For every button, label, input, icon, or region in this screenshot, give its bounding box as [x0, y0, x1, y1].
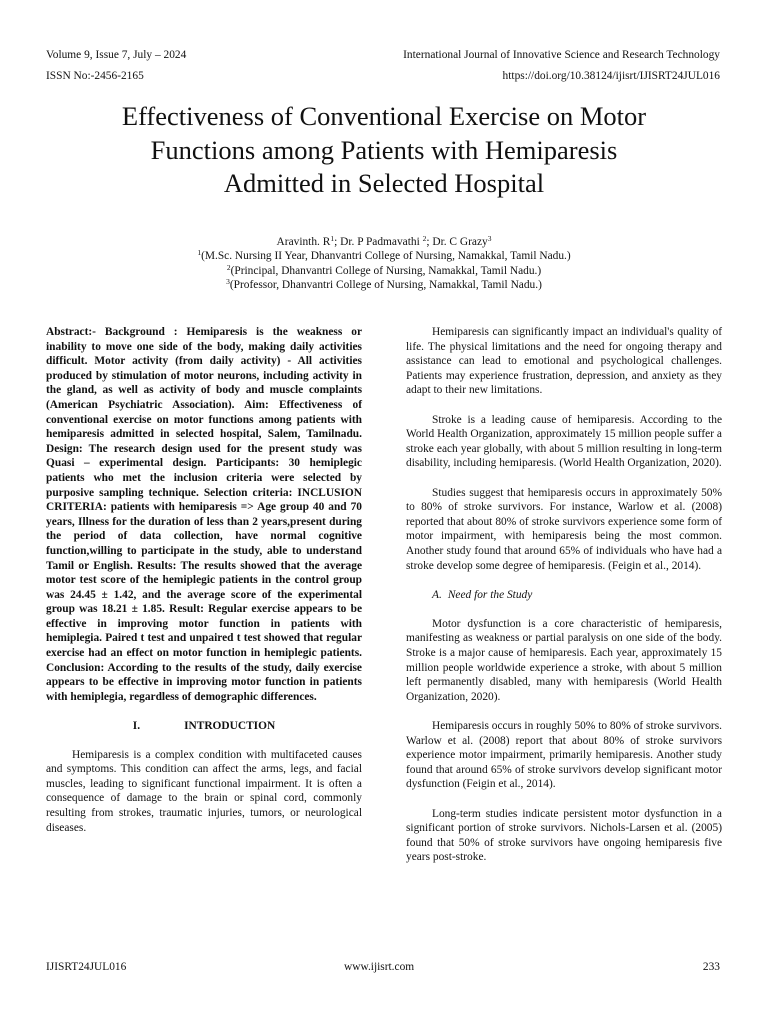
author-block — [100, 235, 668, 292]
footer-website-link[interactable]: www.ijisrt.com — [344, 961, 415, 973]
volume-issue: Volume 9, Issue 7, July – 2024 — [46, 49, 187, 61]
author-1: Aravinth. R — [276, 236, 331, 248]
affiliation-2-sup: 2 — [226, 262, 231, 272]
author-3: ; Dr. C Grazy — [426, 236, 488, 248]
intro-paragraph-1: Hemiparesis is a complex condition with multifaceted causes and symptoms. This condition can affect the arms, legs, and facial muscles, leading to significant functional impairment. It is often a consequence of damage to the brain or spinal cord, commonly resulting from strokes, traumatic injuries, tumors, or neurological diseases. — [46, 748, 362, 834]
subsection-title: Need for the Study — [447, 588, 533, 601]
doi-link[interactable]: https://doi.org/10.38124/ijisrt/IJISRT24JUL016 — [502, 70, 720, 82]
footer-paper-id: IJISRT24JUL016 — [46, 961, 127, 973]
section-number: I. — [132, 720, 141, 733]
author-3-sup: 3 — [487, 234, 492, 243]
right-column — [406, 325, 722, 865]
author-2: ; Dr. P Padmavathi — [334, 236, 423, 248]
affiliation-1-text: (M.Sc. Nursing II Year, Dhanvantri College of Nursing, Namakkal, Tamil Nadu.) — [201, 250, 571, 263]
paper-title — [60, 100, 708, 201]
footer-page-number: 233 — [702, 961, 720, 973]
author-names — [100, 235, 668, 249]
title-line-2: Functions among Patients with Hemiparesis — [150, 134, 618, 165]
right-paragraph-3: Studies suggest that hemiparesis occurs in approximately 50% to 80% of stroke survivors. For instance, Warlow et al. (2008) reported that about 80% of stroke survivors experience some form of motor impairment, with hemiparesis being the most common. Another study found that around 65% of individuals who have had a stroke develop some degree of hemiparesis. (Feigin et al., 2014). — [406, 486, 722, 572]
journal-name: International Journal of Innovative Science and Research Technology — [403, 49, 720, 61]
affiliation-1-sup: 1 — [197, 248, 202, 258]
right-paragraph-2: Stroke is a leading cause of hemiparesis. According to the World Health Organization, approximately 15 million people suffer a stroke each year globally, with about 5 million resulting in long-term disability, including hemiparesis. (World Health Organization, 2020). — [406, 413, 722, 470]
title-line-1: Effectiveness of Conventional Exercise on Motor — [121, 101, 647, 131]
author-1-sup: 1 — [330, 234, 335, 243]
affiliation-3-sup: 3 — [226, 276, 230, 286]
right-paragraph-4: Motor dysfunction is a core characteristic of hemiparesis, manifesting as weakness or partial paralysis on one side of the body. Stroke is a major cause of hemiparesis. Each year, approximately 15 million people worldwide experience a stroke, with about 5 million left permanently disabled, many with hemiparesis (World Health Organization, 2020). — [406, 617, 722, 703]
section-title: INTRODUCTION — [184, 720, 276, 733]
affiliation-2 — [100, 264, 668, 278]
affiliation-3 — [100, 278, 668, 292]
right-paragraph-5: Hemiparesis occurs in roughly 50% to 80% of stroke survivors. Warlow et al. (2008) report that about 80% of stroke survivors experience motor impairment, primarily hemiparesis. Another study found that around 65% of stroke survivors develop significant motor dysfunction (Feigin et al., 2014). — [406, 720, 722, 791]
title-line-3: Admitted in Selected Hospital — [223, 168, 545, 198]
section-heading-introduction — [46, 719, 362, 734]
affiliation-2-text: (Principal, Dhanvantri College of Nursing, Namakkal, Tamil Nadu.) — [230, 264, 542, 277]
right-paragraph-6: Long-term studies indicate persistent motor dysfunction in a significant portion of stroke survivors. Nichols-Larsen et al. (2005) found that 50% of stroke survivors have ongoing hemiparesis five years post-stroke. — [406, 807, 722, 864]
left-column — [46, 325, 362, 850]
author-2-sup: 2 — [422, 234, 427, 243]
issn: ISSN No:-2456-2165 — [46, 70, 144, 82]
affiliation-1 — [100, 249, 668, 263]
abstract: Abstract:- Background : Hemiparesis is the weakness or inability to move one side of the body, making daily activities difficult. Motor activity (from daily activity) - All activities produced by stimulation of motor neurons, including activity in the gland, as well as activity of body and muscle complaints (American Psychiatric Association). Aim: Effectiveness of conventional exercise on motor functions among patients with hemiparesis admitted in selected hospital, Salem, Tamilnadu. Design: The research design used for the present study was Quasi – experimental design. Participants: 30 hemiplegic patients who met the inclusion criteria were selected by purposive sampling technique. Selection criteria: INCLUSION CRITERIA: patients with hemiparesis => Age group 40 and 70 years, Illness for the duration of less than 2 years,present during the period of data collection, have normal cognitive function,willing to participate in the study, able to understand Tamil or English. Results: The results showed that the average motor test score of the hemiplegic patients in the control group was 24.45 ± 1.42, and the average score of the experimental group was 18.21 ± 1.85. Result: Regular exercise appears to be effective in improving motor function in patients with hemiplegia. Paired t test and unpaired t test showed that regular exercise had an effect on motor function in hemiplegic patients. Conclusion: According to the results of the study, daily exercise appears to be effective in improving motor function in patients with hemiplegia, regardless of demographic differences. — [46, 326, 362, 703]
right-paragraph-1: Hemiparesis can significantly impact an individual's quality of life. The physical limitations and the need for ongoing therapy and assistance can lead to emotional and psychological challenges. Patients may experience frustration, depression, and anxiety as they adapt to their new limitations. — [406, 326, 722, 397]
subsection-heading-need — [406, 588, 722, 603]
subsection-number: A. — [432, 588, 442, 601]
affiliation-3-text: (Professor, Dhanvantri College of Nursing, Namakkal, Tamil Nadu.) — [229, 278, 542, 291]
